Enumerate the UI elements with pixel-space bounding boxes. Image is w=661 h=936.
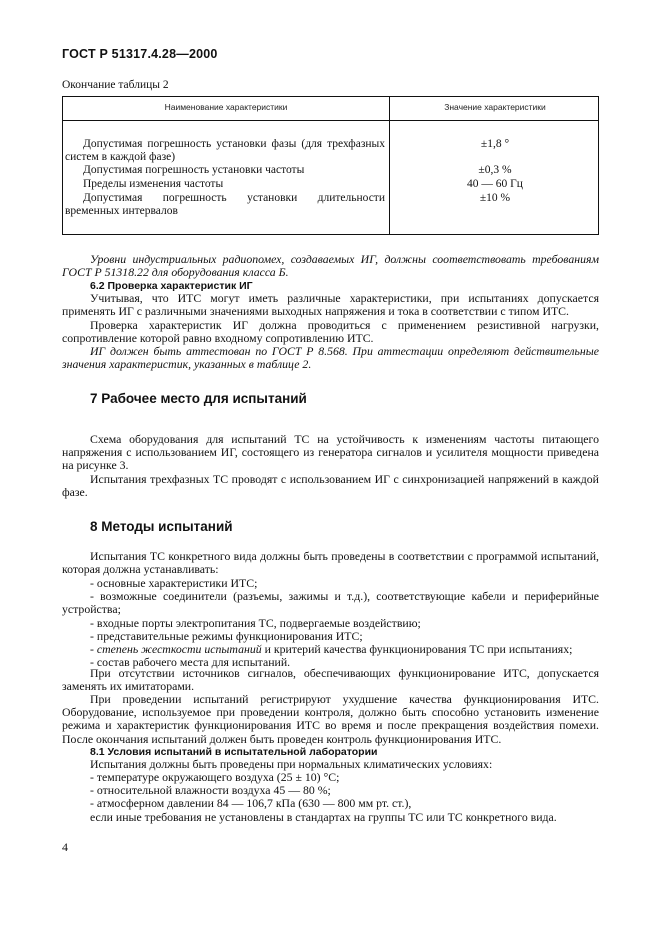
list-item: - основные характеристики ИТС; bbox=[90, 576, 258, 590]
list-item: - степень жесткости испытаний и критерий качества функционирования ТС при испытаниях; bbox=[90, 642, 573, 657]
paragraph-simulators: При отсутствии источников сигналов, обеспечивающих функционирование ИТС, допускается заменять их имитаторами. bbox=[62, 666, 599, 694]
table-row-name: Допустимая погрешность установки фазы (для трехфазных систем в каждой фазе) bbox=[65, 138, 385, 163]
paragraph-climate-conditions: Испытания должны быть проведены при нормальных климатических условиях: bbox=[90, 757, 493, 771]
standard-code: ГОСТ Р 51317.4.28—2000 bbox=[62, 47, 218, 61]
list-item: - атмосферном давлении 84 — 106,7 кПа (630 — 800 мм рт. ст.), bbox=[90, 796, 412, 811]
section-8-title: 8 Методы испытаний bbox=[90, 519, 233, 534]
paragraph-quality-degradation: При проведении испытаний регистрируют ухудшение качества функционирования ИТС. Оборудование, используемое при проведении контроля, должно быть способно установить изменение режима и характеристик функционирования ИТС во время и после прекращения воздействия помехи. После окончания испытаний должен быть проведен контроль функционирования ИТС. bbox=[62, 692, 599, 746]
table-header-name: Наименование характеристики bbox=[164, 102, 288, 112]
table-row-value: 40 — 60 Гц bbox=[467, 178, 523, 190]
subsection-6-2-title: 6.2 Проверка характеристик ИГ bbox=[90, 280, 253, 292]
table-header-value: Значение характеристики bbox=[444, 102, 546, 112]
program-list bbox=[62, 577, 599, 669]
paragraph-three-phase: Испытания трехфазных ТС проводят с использованием ИГ с синхронизацией напряжений в каждой фазе. bbox=[62, 472, 599, 500]
page-number: 4 bbox=[62, 840, 68, 854]
list-item: - возможные соединители (разъемы, зажимы и т.д.), соответствующие кабели и периферийные устройства; bbox=[62, 589, 599, 617]
climate-list bbox=[62, 771, 599, 811]
paragraph-radio-interference: Уровни индустриальных радиопомех, создаваемых ИГ, должны соответствовать требованиям ГОСТ Р 51318.22 для оборудования класса Б. bbox=[62, 252, 599, 280]
list-item: - представительные режимы функционирования ИТС; bbox=[90, 628, 363, 643]
table-caption: Окончание таблицы 2 bbox=[62, 79, 169, 91]
table-row-value: ±10 % bbox=[479, 192, 511, 204]
table-row-name: Допустимая погрешность установки частоты bbox=[83, 164, 305, 176]
paragraph-attestation: ИГ должен быть аттестован по ГОСТ Р 8.568. При аттестации определяют действительные значения характеристик, указанных в таблице 2. bbox=[62, 344, 599, 372]
list-item: - температуре окружающего воздуха (25 ± 10) °С; bbox=[90, 770, 340, 784]
paragraph-other-requirements: если иные требования не установлены в стандартах на группы ТС или ТС конкретного вида. bbox=[90, 810, 557, 824]
list-item: - входные порты электропитания ТС, подвергаемые воздействию; bbox=[90, 615, 421, 630]
characteristics-table bbox=[62, 96, 599, 235]
subsection-8-1-title: 8.1 Условия испытаний в испытательной лаборатории bbox=[90, 746, 378, 758]
table-row-value: ±0,3 % bbox=[478, 164, 512, 176]
list-item: - относительной влажности воздуха 45 — 80 %; bbox=[90, 783, 331, 798]
table-row-name: Пределы изменения частоты bbox=[83, 178, 224, 190]
section-7-title: 7 Рабочее место для испытаний bbox=[90, 391, 307, 406]
paragraph-resistive-load: Проверка характеристик ИГ должна проводиться с применением резистивной нагрузки, сопротивление которой равно входному сопротивлению ИТС. bbox=[62, 318, 599, 346]
table-row-value: ±1,8 ° bbox=[480, 138, 510, 150]
paragraph-characteristics: Учитывая, что ИТС могут иметь различные характеристики, при испытаниях допускается применять ИГ с различными значениями выходных напряжения и тока в соответствии с типом ИТС. bbox=[62, 291, 599, 319]
list-item: - состав рабочего места для испытаний. bbox=[90, 655, 291, 670]
paragraph-test-program: Испытания ТС конкретного вида должны быть проведены в соответствии с программой испытаний, которая должна устанавливать: bbox=[62, 549, 599, 577]
paragraph-equipment-scheme: Схема оборудования для испытаний ТС на устойчивость к изменениям частоты питающего напряжения с использованием ИГ, состоящего из генератора сигналов и усилителя мощности приведена на рисунке 3. bbox=[62, 432, 599, 473]
table-row-name: Допустимая погрешность установки длительности временных интервалов bbox=[65, 192, 385, 217]
